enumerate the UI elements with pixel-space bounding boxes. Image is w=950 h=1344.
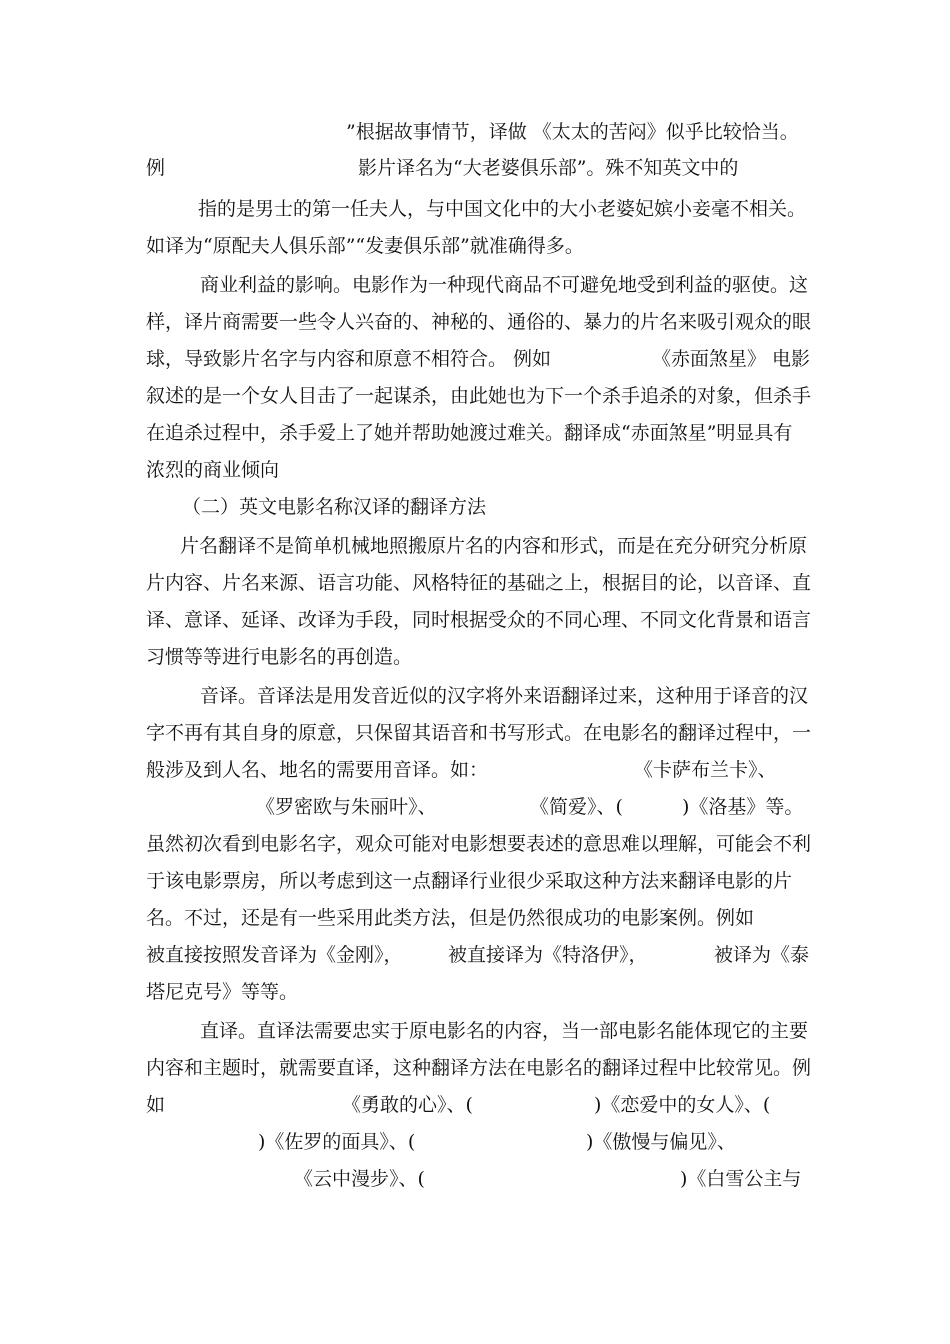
text-line: 被直接译为《特洛伊》， [448, 944, 648, 966]
text-line: )《恋爱中的女人》、( [594, 1094, 771, 1116]
text-line: 样，译片商需要一些令人兴奋的、神秘的、通俗的、暴力的片名来吸引观众的眼 [146, 311, 812, 333]
text-line: 例 [146, 157, 166, 179]
text-line: 《赤面煞星》 电影 [652, 348, 811, 370]
text-line: 如 [146, 1094, 166, 1116]
text-line: )《傲慢与偏见》、 [586, 1131, 736, 1153]
text-line: 于该电影票房，所以考虑到这一点翻译行业很少采取这种方法来翻译电影的片 [146, 870, 793, 892]
text-line: )《白雪公主与 [680, 1168, 802, 1190]
text-line: 片名翻译不是简单机械地照搬原片名的内容和形式，而是在充分研究分析原 [180, 535, 808, 557]
text-line: 直译。直译法需要忠实于原电影名的内容，当一部电影名能体现它的主要 [200, 1020, 809, 1042]
text-line: 《云中漫步》、( [294, 1168, 425, 1190]
text-line: 如译为“原配夫人俱乐部”“发妻俱乐部”就准确得多。 [146, 235, 584, 257]
text-line: 《勇敢的心》、( [342, 1094, 473, 1116]
text-line: 习惯等等进行电影名的再创造。 [146, 646, 413, 668]
text-line: 译、意译、延译、改译为手段，同时根据受众的不同心理、不同文化背景和语言 [146, 609, 812, 631]
text-line: ”根据故事情节，译做 《太太的苦闷》似乎比较恰当。 [346, 121, 799, 143]
text-line: 影片译名为“大老婆俱乐部”。殊不知英文中的 [358, 157, 739, 179]
text-line: 般涉及到人名、地名的需要用音译。如： [146, 759, 489, 781]
text-line: 叙述的是一个女人目击了一起谋杀，由此她也为下一个杀手追杀的对象，但杀手 [146, 385, 812, 407]
text-line: 指的是男士的第一任夫人，与中国文化中的大小老婆妃嫔小妾毫不相关。 [198, 198, 807, 220]
text-line: 虽然初次看到电影名字，观众可能对电影想要表述的意思难以理解，可能会不利 [146, 833, 812, 855]
text-line: 《罗密欧与朱丽叶》、 [256, 796, 437, 818]
text-line: 浓烈的商业倾向 [146, 459, 280, 481]
text-line: 塔尼克号》等等。 [146, 981, 299, 1003]
text-line: )《洛基》等。 [682, 796, 804, 818]
text-line: 球，导致影片名字与内容和原意不相符合。 例如 [146, 348, 552, 370]
text-line: 商业利益的影响。电影作为一种现代商品不可避免地受到利益的驱使。这 [200, 274, 809, 296]
text-line: 片内容、片名来源、语言功能、风格特征的基础之上，根据目的论，以音译、直 [146, 572, 812, 594]
text-line: 在追杀过程中，杀手爱上了她并帮助她渡过难关。翻译成“赤面煞星”明显具有 [146, 422, 793, 444]
text-line: 内容和主题时，就需要直译，这种翻译方法在电影名的翻译过程中比较常见。例 [146, 1057, 812, 1079]
text-line: 音译。音译法是用发音近似的汉字将外来语翻译过来，这种用于译音的汉 [200, 685, 809, 707]
text-line: 《卡萨布兰卡》、 [634, 759, 777, 781]
text-line: )《佐罗的面具》、( [258, 1131, 416, 1153]
text-line: 名。不过，还是有一些采用此类方法，但是仍然很成功的电影案例。例如 [146, 907, 755, 929]
text-line: 字不再有其自身的原意，只保留其语音和书写形式。在电影名的翻译过程中，一 [146, 722, 812, 744]
text-line: 被直接按照发音译为《金刚》， [146, 944, 403, 966]
section-heading: （二）英文电影名称汉译的翻译方法 [182, 496, 487, 518]
text-line: 被译为《泰 [714, 944, 810, 966]
text-line: 《简爱》、( [530, 796, 623, 818]
